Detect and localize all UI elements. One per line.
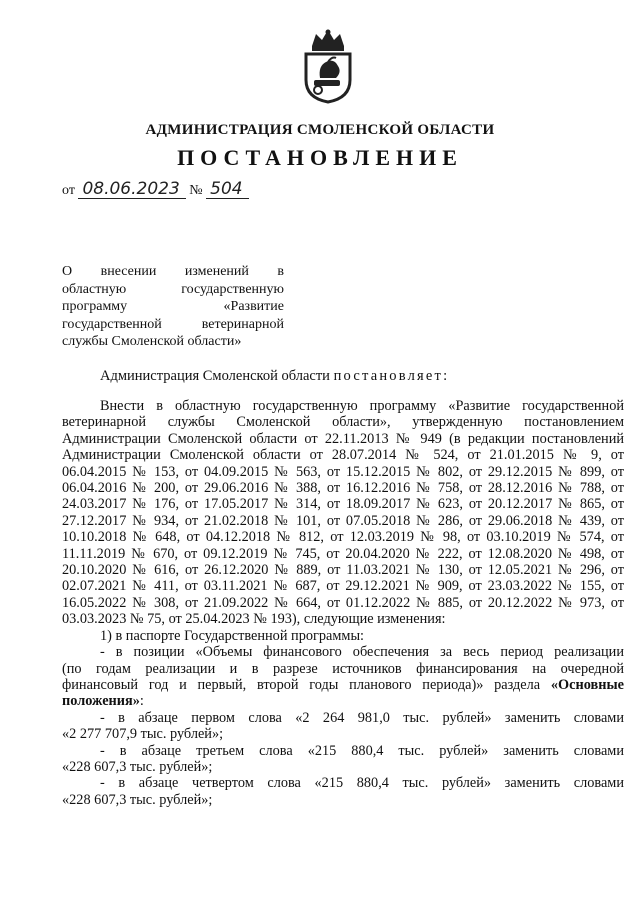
body-bold: положения» [62, 693, 140, 710]
body-line: 20.10.2020 № 616, от 26.12.2020 № 889, от 11.03.2021 № 130, от 12.05.2021 № 296, от [62, 562, 624, 579]
subject-line: программу «Развитие [62, 299, 284, 314]
body-line: Администрации Смоленской области от 28.07.2014 № 524, от 21.01.2015 № 9, от [62, 447, 624, 464]
body-line: 02.07.2021 № 411, от 03.11.2021 № 687, от 29.12.2021 № 909, от 23.03.2022 № 155, от [62, 578, 624, 595]
body-line: «2 277 707,9 тыс. рублей»; [62, 726, 224, 743]
body-line: Внести в областную государственную программу «Развитие государственной [100, 398, 624, 414]
body-line: 06.04.2015 № 153, от 04.09.2015 № 563, от 15.12.2015 № 802, от 29.12.2015 № 899, от [62, 463, 624, 480]
subject-block [62, 263, 284, 351]
body-line [62, 677, 624, 693]
number-prefix: № [189, 183, 203, 198]
body-line: «228 607,3 тыс. рублей»; [62, 791, 213, 808]
body-text: финансовый год и первый, второй годы планового периода)» раздела [62, 676, 541, 693]
body-bold: «Основные [550, 676, 624, 693]
subject-line: службы Смоленской области» [62, 334, 242, 349]
body-line: 24.03.2017 № 176, от 17.05.2017 № 314, от 18.09.2017 № 623, от 20.12.2017 № 865, от [62, 496, 624, 513]
resolve-verb: постановляет: [333, 368, 450, 384]
body-line: 06.04.2016 № 200, от 29.06.2016 № 388, от 16.12.2016 № 758, от 28.12.2016 № 788, от [62, 480, 624, 497]
handwritten-date: 08.06.2023 [78, 180, 185, 199]
body-line: «228 607,3 тыс. рублей»; [62, 758, 213, 775]
handwritten-number: 504 [206, 180, 248, 199]
organization-title: АДМИНИСТРАЦИЯ СМОЛЕНСКОЙ ОБЛАСТИ [145, 122, 495, 138]
document-body [62, 398, 624, 808]
body-line: 03.03.2023 № 75, от 25.04.2023 № 193), следующие изменения: [62, 611, 446, 628]
body-line: - в позиции «Объемы финансового обеспечения за весь период реализации [100, 644, 624, 661]
body-line: (по годам реализации и в разрезе источников финансирования на очередной [62, 660, 624, 677]
resolve-line [100, 368, 449, 385]
coat-of-arms-icon [298, 28, 358, 104]
body-line: Администрации Смоленской области от 22.11.2013 № 949 (в редакции постановлений [62, 430, 624, 447]
body-line: - в абзаце третьем слова «215 880,4 тыс. рублей» заменить словами [100, 742, 624, 759]
subject-line: областную государственную [62, 281, 284, 297]
body-text: : [139, 693, 144, 710]
body-line: 1) в паспорте Государственной программы: [100, 627, 365, 644]
resolve-prefix: Администрация Смоленской области [100, 368, 330, 384]
body-line: - в абзаце первом слова «2 264 981,0 тыс. рублей» заменить словами [100, 709, 624, 726]
document-type-heading: ПОСТАНОВЛЕНИЕ [177, 145, 463, 170]
body-line [62, 693, 624, 709]
subject-line: О внесении изменений в [62, 264, 284, 279]
body-line: 16.05.2022 № 308, от 21.09.2022 № 664, от 01.12.2022 № 885, от 20.12.2022 № 973, от [62, 594, 624, 611]
date-prefix: от [62, 183, 75, 198]
body-line: ветеринарной службы Смоленской области», утвержденную постановлением [62, 414, 624, 431]
body-line: 11.11.2019 № 670, от 09.12.2019 № 745, от 20.04.2020 № 222, от 12.08.2020 № 498, от [62, 545, 624, 562]
subject-line: государственной ветеринарной [62, 316, 284, 332]
date-number-line [62, 180, 249, 199]
body-line: - в абзаце четвертом слова «215 880,4 тыс. рублей» заменить словами [100, 775, 624, 792]
body-line: 27.12.2017 № 934, от 21.02.2018 № 101, от 07.05.2018 № 286, от 29.06.2018 № 439, от [62, 512, 624, 529]
body-line: 10.10.2018 № 648, от 04.12.2018 № 812, от 12.03.2019 № 98, от 03.10.2019 № 574, от [62, 529, 624, 546]
